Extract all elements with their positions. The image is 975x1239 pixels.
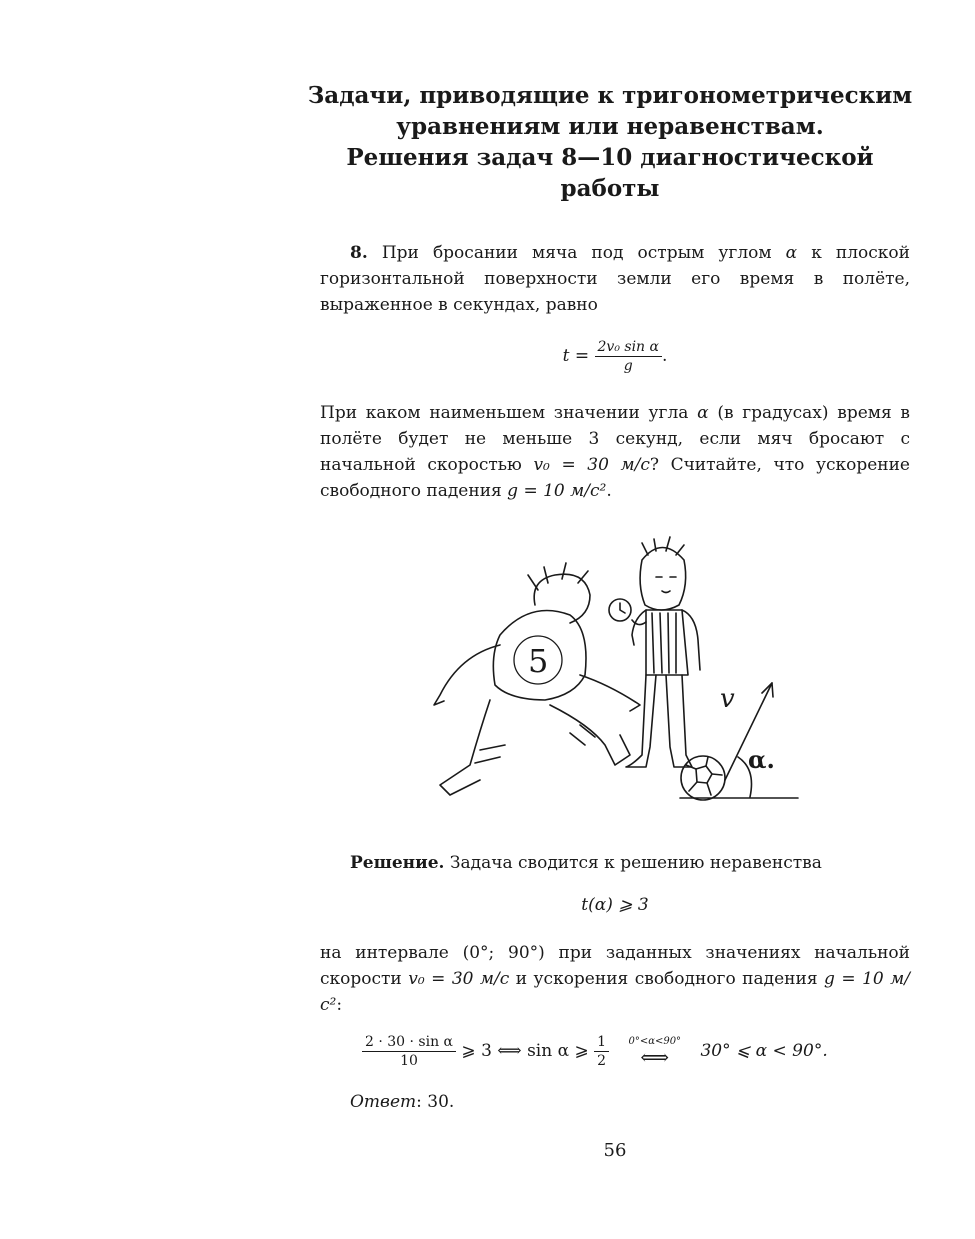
solution-text: Задача сводится к решению неравенства (444, 853, 822, 873)
velocity-arrow-head (762, 683, 773, 697)
page-number: 56 (603, 1140, 627, 1161)
time-formula (320, 338, 910, 375)
answer-value: : 30. (416, 1092, 455, 1112)
calc-fraction (362, 1033, 456, 1070)
problem-number: 8. (350, 243, 368, 263)
calc-denominator: 10 (400, 1053, 418, 1069)
solution-conditions (320, 940, 910, 1018)
formula-fraction (595, 338, 662, 375)
alpha-symbol-2: α (697, 403, 709, 423)
question-end: . (606, 481, 612, 501)
half-numerator: 1 (594, 1033, 609, 1052)
answer-label: Ответ (350, 1092, 417, 1112)
cond-v0: v₀ = 30 м/с (408, 969, 510, 989)
cond-a: на интервале (0°; 90°) при заданных значениях начальной скорости (320, 943, 910, 989)
calc-numerator: 2 · 30 · sin α (362, 1033, 456, 1052)
v0-expression: v₀ = 30 м/с (533, 455, 650, 475)
formula-end: . (661, 346, 668, 366)
calc-result: 30° ⩽ α < 90°. (700, 1041, 828, 1061)
heading-line-1: Задачи, приводящие к тригонометрическим (307, 82, 913, 109)
question-a: При каком наименьшем значении угла (320, 403, 698, 423)
arrow-condition: 0°<α<90° (628, 1035, 682, 1047)
referee-figure (609, 537, 700, 767)
solution-intro (320, 850, 910, 876)
cond-end: : (336, 995, 343, 1015)
equivalence-arrow: ⟺ (640, 1044, 670, 1069)
inequality-line: t(α) ⩾ 3 (581, 895, 649, 915)
calc-relation: ⩾ 3 ⟺ sin α ⩾ (461, 1041, 589, 1061)
heading-line-2: уравнениям или неравенствам. (396, 113, 824, 140)
answer-line (350, 1092, 454, 1112)
formula-lhs: t = (562, 346, 590, 366)
g-expression: g = 10 м/с² (507, 481, 607, 501)
cond-b: и ускорения свободного падения (509, 969, 825, 989)
problem-intro-a: При бросании мяча под острым углом (381, 243, 786, 263)
problem-question (320, 400, 910, 504)
formula-denominator: g (623, 358, 633, 374)
cond-g: g = 10 м/с² (320, 969, 910, 1015)
heading-line-3: Решения задач 8—10 диагностической работы (346, 144, 874, 202)
ball (681, 756, 725, 800)
problem-intro-b: к плоской горизонтальной поверхности земли его время в полёте, выраженное в секундах, равно (320, 243, 910, 315)
question-c: ? Считайте, что ускорение свободного падения (320, 455, 910, 501)
half-denominator: 2 (597, 1053, 607, 1069)
velocity-label: v (720, 684, 735, 714)
formula-numerator: 2v₀ sin α (595, 338, 662, 357)
solution-label: Решение. (350, 853, 445, 873)
question-b: (в градусах) время в полёте будет не меньше 3 секунд, если мяч бросают с начальной скоростью (320, 403, 911, 475)
section-heading (300, 80, 920, 204)
player-figure (434, 563, 640, 795)
football-illustration (420, 525, 810, 815)
problem-statement (320, 240, 910, 318)
half-fraction (594, 1033, 609, 1070)
angle-label: α. (748, 745, 775, 774)
alpha-symbol: α (785, 243, 798, 263)
jersey-number: 5 (528, 642, 549, 680)
calculation-line (362, 1033, 910, 1070)
conditional-equivalence (628, 1037, 681, 1067)
